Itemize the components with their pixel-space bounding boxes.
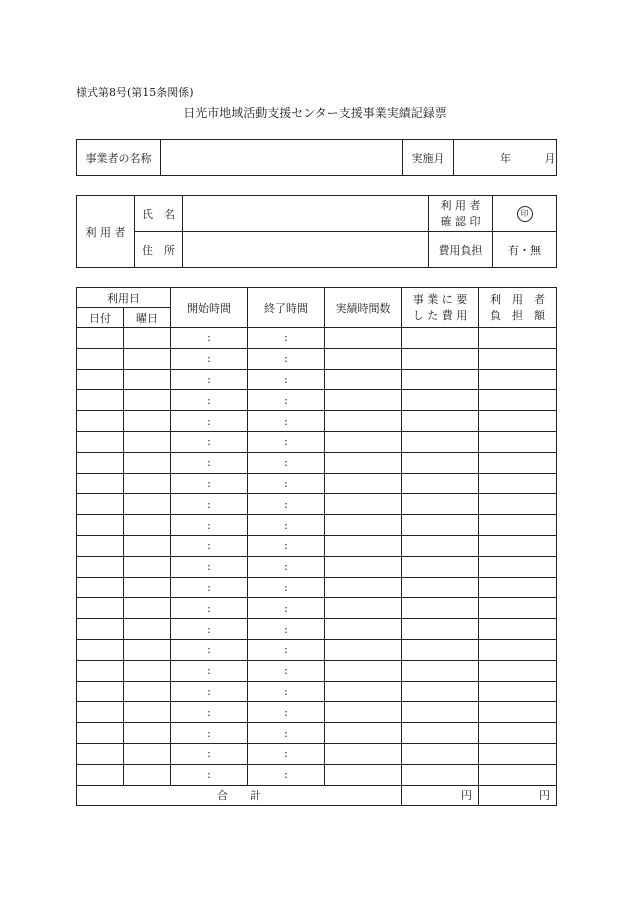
weekday-cell[interactable] [124,723,171,744]
weekday-cell[interactable] [124,577,171,598]
cost-cell[interactable] [402,764,479,785]
user-name-field[interactable] [183,196,429,232]
user-burden-cell[interactable] [479,411,557,432]
time-separator: : [207,352,211,366]
user-burden-cell[interactable] [479,494,557,515]
cost-cell[interactable] [402,452,479,473]
cost-cell[interactable] [402,681,479,702]
time-separator: : [207,331,211,345]
time-separator: : [207,393,211,407]
user-burden-cell[interactable] [479,598,557,619]
start-time-cell[interactable] [171,515,248,536]
user-burden-cell[interactable] [479,452,557,473]
date-cell[interactable] [77,702,124,723]
start-time-cell[interactable] [171,473,248,494]
time-separator: : [284,393,288,407]
date-cell[interactable] [77,515,124,536]
weekday-cell[interactable] [124,411,171,432]
hours-cell[interactable] [325,702,402,723]
time-separator: : [284,372,288,386]
hours-cell[interactable] [325,515,402,536]
user-burden-cell[interactable] [479,473,557,494]
table-row [77,681,557,702]
end-time-cell[interactable] [248,411,325,432]
date-header: 日付 [77,308,124,328]
time-separator: : [284,747,288,761]
weekday-cell[interactable] [124,369,171,390]
table-row [77,411,557,432]
cost-cell[interactable] [402,494,479,515]
date-cell[interactable] [77,660,124,681]
hours-cell[interactable] [325,494,402,515]
table-row [77,494,557,515]
time-separator: : [284,476,288,490]
table-row [77,431,557,452]
user-burden-cell[interactable] [479,660,557,681]
date-cell[interactable] [77,639,124,660]
start-time-cell[interactable] [171,577,248,598]
date-cell[interactable] [77,556,124,577]
end-time-cell[interactable] [248,639,325,660]
month-field[interactable] [454,140,557,176]
hours-cell[interactable] [325,348,402,369]
date-cell[interactable] [77,390,124,411]
user-address-field[interactable] [183,232,429,268]
time-separator: : [207,435,211,449]
time-separator: : [207,747,211,761]
user-seal-field[interactable] [493,196,557,232]
table-row [77,390,557,411]
hours-cell[interactable] [325,764,402,785]
use-day-header: 利用日 [77,288,171,308]
start-time-cell[interactable] [171,743,248,764]
cost-cell[interactable] [402,390,479,411]
weekday-cell[interactable] [124,515,171,536]
cost-cell[interactable] [402,723,479,744]
end-time-cell[interactable] [248,660,325,681]
time-separator: : [207,560,211,574]
time-separator: : [284,560,288,574]
time-separator: : [207,372,211,386]
weekday-cell[interactable] [124,494,171,515]
business-table [76,139,557,176]
time-separator: : [284,768,288,782]
hours-cell[interactable] [325,577,402,598]
time-separator: : [207,601,211,615]
start-time-cell[interactable] [171,598,248,619]
cost-cell[interactable] [402,411,479,432]
cost-cell[interactable] [402,619,479,640]
total-label: 合 計 [77,785,402,805]
start-time-cell[interactable] [171,619,248,640]
hours-cell[interactable] [325,473,402,494]
cost-cell[interactable] [402,348,479,369]
time-separator: : [284,705,288,719]
table-row [77,515,557,536]
cost-cell[interactable] [402,556,479,577]
end-time-cell[interactable] [248,494,325,515]
user-burden-cell[interactable] [479,556,557,577]
table-row [77,743,557,764]
weekday-cell[interactable] [124,743,171,764]
hours-cell[interactable] [325,390,402,411]
cost-cell[interactable] [402,431,479,452]
time-separator: : [284,684,288,698]
start-time-cell[interactable] [171,494,248,515]
date-cell[interactable] [77,348,124,369]
user-burden-cell[interactable] [479,515,557,536]
user-name-label: 氏 名 [135,196,183,232]
user-burden-header: 利 用 者 負 担 額 [479,288,557,328]
user-burden-cell[interactable] [479,619,557,640]
time-separator: : [207,518,211,532]
weekday-cell[interactable] [124,702,171,723]
cost-cell[interactable] [402,369,479,390]
end-time-cell[interactable] [248,369,325,390]
hours-cell[interactable] [325,411,402,432]
time-separator: : [207,643,211,657]
time-separator: : [284,435,288,449]
weekday-cell[interactable] [124,764,171,785]
hours-cell[interactable] [325,452,402,473]
table-row [77,660,557,681]
cost-cell[interactable] [402,660,479,681]
cost-cell[interactable] [402,702,479,723]
time-separator: : [284,518,288,532]
start-time-cell[interactable] [171,639,248,660]
start-time-cell[interactable] [171,556,248,577]
weekday-cell[interactable] [124,619,171,640]
time-separator: : [207,705,211,719]
time-separator: : [284,664,288,678]
time-separator: : [284,331,288,345]
hours-cell[interactable] [325,556,402,577]
cost-header: 事 業 に 要 し た 費 用 [402,288,479,328]
user-burden-cell[interactable] [479,764,557,785]
business-name-label: 事業者の名称 [77,140,161,176]
start-time-cell[interactable] [171,452,248,473]
form-number: 様式第8号(第15条関係) [76,86,194,99]
table-row [77,473,557,494]
date-cell[interactable] [77,494,124,515]
weekday-cell[interactable] [124,639,171,660]
date-cell[interactable] [77,619,124,640]
end-time-cell[interactable] [248,431,325,452]
start-time-cell[interactable] [171,390,248,411]
month-unit: 月 [544,151,556,165]
end-time-cell[interactable] [248,764,325,785]
user-burden-cell[interactable] [479,723,557,744]
date-cell[interactable] [77,369,124,390]
hours-cell[interactable] [325,619,402,640]
end-time-cell[interactable] [248,328,325,349]
weekday-cell[interactable] [124,431,171,452]
total-user-burden[interactable]: 円 [479,785,557,805]
time-separator: : [284,497,288,511]
table-row [77,598,557,619]
table-row [77,619,557,640]
weekday-cell[interactable] [124,598,171,619]
date-cell[interactable] [77,577,124,598]
time-separator: : [284,601,288,615]
date-cell[interactable] [77,598,124,619]
hours-header: 実績時間数 [325,288,402,328]
date-cell[interactable] [77,452,124,473]
start-time-cell[interactable] [171,764,248,785]
user-table [76,195,557,268]
time-separator: : [207,414,211,428]
time-separator: : [284,456,288,470]
table-row [77,577,557,598]
year-unit: 年 [500,151,511,165]
weekday-cell[interactable] [124,556,171,577]
end-time-cell[interactable] [248,390,325,411]
weekday-cell[interactable] [124,452,171,473]
user-burden-cell[interactable] [479,743,557,764]
total-cost[interactable]: 円 [402,785,479,805]
date-cell[interactable] [77,535,124,556]
table-row [77,556,557,577]
date-cell[interactable] [77,743,124,764]
end-time-cell[interactable] [248,723,325,744]
time-separator: : [284,726,288,740]
time-separator: : [284,352,288,366]
user-burden-cell[interactable] [479,535,557,556]
time-separator: : [207,456,211,470]
end-time-cell[interactable] [248,473,325,494]
weekday-cell[interactable] [124,390,171,411]
hours-cell[interactable] [325,639,402,660]
time-separator: : [207,497,211,511]
end-time-cell[interactable] [248,702,325,723]
end-time-cell[interactable] [248,577,325,598]
cost-cell[interactable] [402,577,479,598]
cost-cell[interactable] [402,328,479,349]
start-time-cell[interactable] [171,535,248,556]
end-time-cell[interactable] [248,743,325,764]
start-time-cell[interactable] [171,660,248,681]
date-cell[interactable] [77,473,124,494]
table-row [77,639,557,660]
time-separator: : [207,684,211,698]
cost-cell[interactable] [402,515,479,536]
date-cell[interactable] [77,681,124,702]
user-label: 利 用 者 [77,196,135,268]
table-row [77,369,557,390]
hours-cell[interactable] [325,535,402,556]
hours-cell[interactable] [325,743,402,764]
page-title: 日光市地域活動支援センター支援事業実績記録票 [183,106,447,120]
weekday-cell[interactable] [124,473,171,494]
records-table [76,287,557,806]
user-burden-cell[interactable] [479,328,557,349]
cost-cell[interactable] [402,598,479,619]
user-burden-cell[interactable] [479,369,557,390]
hours-cell[interactable] [325,660,402,681]
burden-value[interactable]: 有・無 [493,232,557,268]
user-confirm-label: 利 用 者 確 認 印 [429,196,493,232]
user-burden-cell[interactable] [479,348,557,369]
time-separator: : [284,539,288,553]
time-separator: : [207,726,211,740]
weekday-cell[interactable] [124,535,171,556]
time-separator: : [207,476,211,490]
start-time-cell[interactable] [171,328,248,349]
hours-cell[interactable] [325,598,402,619]
hours-cell[interactable] [325,431,402,452]
cost-cell[interactable] [402,743,479,764]
weekday-cell[interactable] [124,660,171,681]
start-time-header: 開始時間 [171,288,248,328]
business-name-field[interactable] [161,140,403,176]
time-separator: : [284,622,288,636]
end-time-cell[interactable] [248,619,325,640]
time-separator: : [207,664,211,678]
weekday-cell[interactable] [124,681,171,702]
start-time-cell[interactable] [171,681,248,702]
end-time-cell[interactable] [248,348,325,369]
hours-cell[interactable] [325,681,402,702]
cost-cell[interactable] [402,473,479,494]
end-time-cell[interactable] [248,556,325,577]
time-separator: : [284,643,288,657]
user-burden-cell[interactable] [479,702,557,723]
user-address-label: 住 所 [135,232,183,268]
seal-icon: 印 [517,206,533,222]
start-time-cell[interactable] [171,348,248,369]
end-time-cell[interactable] [248,515,325,536]
start-time-cell[interactable] [171,369,248,390]
table-row [77,535,557,556]
table-row [77,723,557,744]
hours-cell[interactable] [325,369,402,390]
end-time-cell[interactable] [248,452,325,473]
time-separator: : [284,414,288,428]
weekday-header: 曜日 [124,308,171,328]
date-cell[interactable] [77,411,124,432]
user-burden-cell[interactable] [479,431,557,452]
time-separator: : [207,622,211,636]
time-separator: : [284,580,288,594]
hours-cell[interactable] [325,328,402,349]
date-cell[interactable] [77,764,124,785]
start-time-cell[interactable] [171,702,248,723]
user-burden-cell[interactable] [479,577,557,598]
time-separator: : [207,768,211,782]
start-time-cell[interactable] [171,411,248,432]
user-burden-cell[interactable] [479,639,557,660]
date-cell[interactable] [77,328,124,349]
hours-cell[interactable] [325,723,402,744]
user-burden-cell[interactable] [479,390,557,411]
weekday-cell[interactable] [124,348,171,369]
table-row [77,452,557,473]
table-row [77,348,557,369]
cost-cell[interactable] [402,535,479,556]
user-burden-cell[interactable] [479,681,557,702]
end-time-header: 終了時間 [248,288,325,328]
time-separator: : [207,580,211,594]
month-label: 実施月 [403,140,454,176]
weekday-cell[interactable] [124,328,171,349]
end-time-cell[interactable] [248,681,325,702]
table-row [77,702,557,723]
time-separator: : [207,539,211,553]
date-cell[interactable] [77,431,124,452]
start-time-cell[interactable] [171,723,248,744]
burden-label: 費用負担 [429,232,493,268]
table-row [77,764,557,785]
end-time-cell[interactable] [248,598,325,619]
date-cell[interactable] [77,723,124,744]
start-time-cell[interactable] [171,431,248,452]
cost-cell[interactable] [402,639,479,660]
end-time-cell[interactable] [248,535,325,556]
table-row [77,328,557,349]
